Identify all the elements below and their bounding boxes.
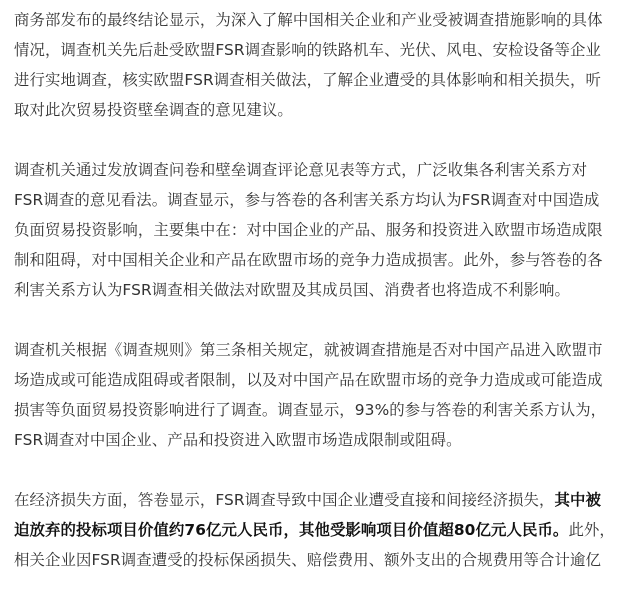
paragraph-2 — [14, 155, 634, 305]
paragraph-1-line-3: 进行实地调查，核实欧盟FSR调查相关做法，了解企业遭受的具体影响和相关损失，听 — [14, 71, 602, 89]
paragraph-2-line-2: FSR调查的意见看法。调查显示，参与答卷的各利害关系方均认为FSR调查对中国造成 — [14, 191, 600, 209]
paragraph-2-line-3: 负面贸易投资影响，主要集中在：对中国企业的产品、服务和投资进入欧盟市场造成限 — [14, 221, 603, 239]
paragraph-3-line-1: 调查机关根据《调查规则》第三条相关规定，就被调查措施是否对中国产品进入欧盟市 — [14, 341, 603, 359]
paragraph-1 — [14, 5, 634, 125]
paragraph-3 — [14, 335, 634, 455]
paragraph-2-line-4: 制和阻碍，对中国相关企业和产品在欧盟市场的竞争力造成损害。此外，参与答卷的各 — [14, 251, 603, 269]
paragraph-4 — [14, 485, 634, 575]
paragraph-4-line-2-text: 此外， — [568, 521, 615, 539]
article-body — [14, 0, 634, 605]
paragraph-4-line-2-emphasis: 迫放弃的投标项目价值约76亿元人民币，其他受影响项目价值超80亿元人民币。 — [14, 521, 569, 539]
paragraph-1-line-4: 取对此次贸易投资壁垒调查的意见建议。 — [14, 101, 293, 119]
paragraph-4-line-3: 相关企业因FSR调查遭受的投标保函损失、赔偿费用、额外支出的合规费用等合计逾亿 — [14, 551, 602, 569]
paragraph-4-line-2 — [14, 515, 634, 545]
paragraph-4-line-1-emphasis: 其中被 — [554, 491, 602, 509]
paragraph-1-line-1: 商务部发布的最终结论显示，为深入了解中国相关企业和产业受被调查措施影响的具体 — [14, 11, 603, 29]
paragraph-3-line-3: 损害等负面贸易投资影响进行了调查。调查显示，93%的参与答卷的利害关系方认为， — [14, 401, 607, 419]
paragraph-3-line-4: FSR调查对中国企业、产品和投资进入欧盟市场造成限制或阻碍。 — [14, 431, 462, 449]
paragraph-2-line-5: 利害关系方认为FSR调查相关做法对欧盟及其成员国、消费者也将造成不利影响。 — [14, 281, 571, 299]
paragraph-4-line-1-text: 在经济损失方面，答卷显示，FSR调查导致中国企业遭受直接和间接经济损失， — [14, 491, 555, 509]
paragraph-3-line-2: 场造成或可能造成阻碍或者限制，以及对中国产品在欧盟市场的竞争力造成或可能造成 — [14, 371, 603, 389]
paragraph-4-line-1 — [14, 485, 634, 515]
paragraph-1-line-2: 情况，调查机关先后赴受欧盟FSR调查影响的铁路机车、光伏、风电、安检设备等企业 — [14, 41, 602, 59]
paragraph-2-line-1: 调查机关通过发放调查问卷和壁垒调查评论意见表等方式，广泛收集各利害关系方对 — [14, 161, 588, 179]
